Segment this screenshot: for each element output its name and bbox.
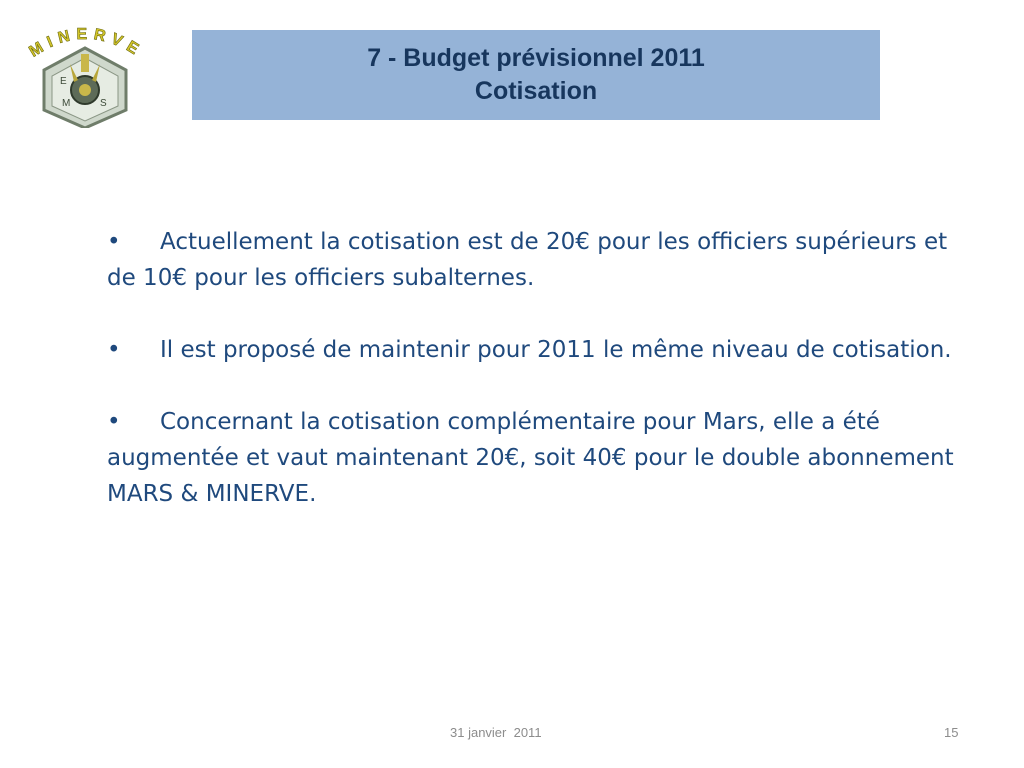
- slide-subtitle: Cotisation: [474, 77, 598, 105]
- bullet-item: [107, 404, 977, 512]
- bullet-text: Il est proposé de maintenir pour 2011 le même niveau de cotisation.: [160, 337, 952, 363]
- slide-title: 7 - Budget prévisionnel 2011: [367, 44, 705, 72]
- logo-arc-text: MINERVE: [26, 25, 147, 62]
- bullet-item: [107, 332, 977, 368]
- bullet-mark: •: [107, 337, 121, 363]
- bullet-mark: •: [107, 229, 121, 255]
- slide-number: 15: [944, 725, 959, 740]
- minerve-logo: [22, 24, 148, 128]
- bullet-item: [107, 224, 977, 296]
- logo-letter-m: M: [62, 98, 71, 109]
- footer-date: 31 janvier 2011: [450, 725, 542, 740]
- bullet-mark: •: [107, 409, 121, 435]
- logo-letter-s: S: [100, 98, 107, 109]
- bullet-list: [107, 224, 977, 548]
- bullet-text: Concernant la cotisation complémentaire pour Mars, elle a été augmentée et vaut maintenant 20€, soit 40€ pour le double abonnement MARS & MINERVE.: [107, 409, 954, 507]
- bullet-text: Actuellement la cotisation est de 20€ pour les officiers supérieurs et de 10€ pour les officiers subalternes.: [107, 229, 948, 291]
- logo-letter-e: E: [60, 76, 67, 87]
- title-banner: [192, 30, 880, 120]
